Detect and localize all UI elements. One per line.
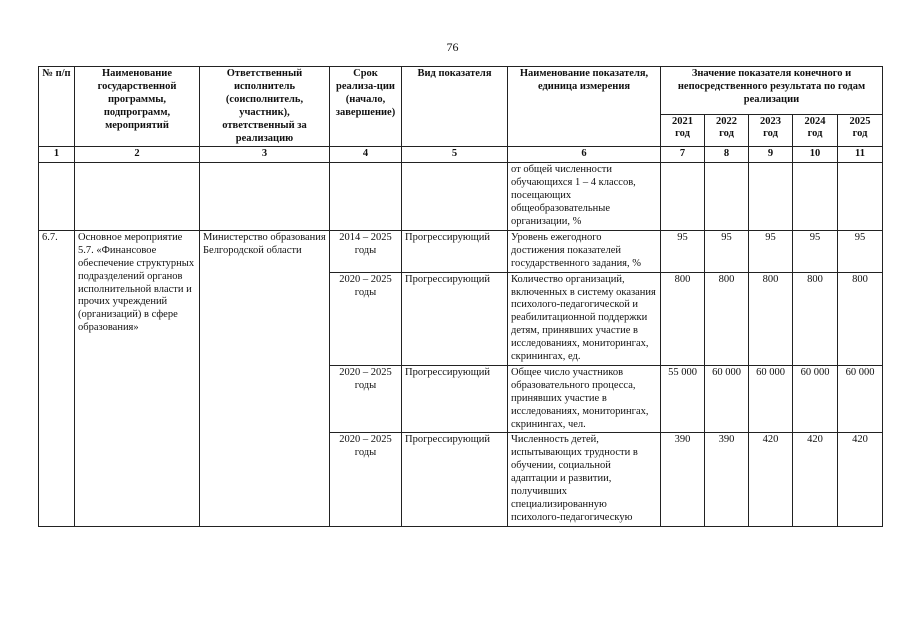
value-2022: 95 [705, 230, 749, 272]
header-period: Срок реализа-ции (начало, завершение) [330, 67, 402, 147]
column-number: 6 [508, 147, 661, 163]
column-number: 10 [793, 147, 838, 163]
event-name: Основное мероприятие 5.7. «Финансовое обеспечение структурных подразделений органов исполнительной власти и прочих учреждений (организаций) в сфере образования» [75, 230, 200, 526]
column-number: 2 [75, 147, 200, 163]
column-number: 7 [661, 147, 705, 163]
page-number: 76 [446, 40, 459, 54]
column-number: 9 [749, 147, 793, 163]
indicator-type: Прогрессирующий [402, 272, 508, 365]
indicator-type: Прогрессирующий [402, 230, 508, 272]
value-2021: 800 [661, 272, 705, 365]
indicators-table [38, 66, 883, 527]
value-2024: 95 [793, 230, 838, 272]
header-executor: Ответственный исполнитель (соисполнитель, участник), ответственный за реализацию [200, 67, 330, 147]
indicator-type: Прогрессирующий [402, 433, 508, 526]
value-2024: 420 [793, 433, 838, 526]
header-indicator-name: Наименование показателя, единица измерения [508, 67, 661, 147]
header-year: 2021 год [661, 114, 705, 147]
value-2025: 800 [838, 272, 883, 365]
header-program-name: Наименование государственной программы, подпрограмм, мероприятий [75, 67, 200, 147]
event-executor: Министерство образования Белгородской области [200, 230, 330, 526]
table-row [39, 163, 883, 231]
value-2021: 390 [661, 433, 705, 526]
period: 2014 – 2025 годы [330, 230, 402, 272]
indicator-name: Уровень ежегодного достижения показателей государственного задания, % [508, 230, 661, 272]
header-year: 2022 год [705, 114, 749, 147]
column-number: 4 [330, 147, 402, 163]
header-year: 2023 год [749, 114, 793, 147]
indicator-name: от общей численности обучающихся 1 – 4 классов, посещающих общеобразовательные организации, % [508, 163, 661, 231]
period: 2020 – 2025 годы [330, 433, 402, 526]
indicator-name: Общее число участников образовательного процесса, принявших участие в исследованиях, мониторингах, скринингах, чел. [508, 365, 661, 433]
value-2021: 55 000 [661, 365, 705, 433]
indicator-name: Количество организаций, включенных в систему оказания психолого-педагогической и реабилитационной поддержки детям, принявших участие в исследованиях, мониторингах, скринингах, ед. [508, 272, 661, 365]
table-row [39, 230, 883, 272]
value-2022: 800 [705, 272, 749, 365]
value-2024: 800 [793, 272, 838, 365]
column-number: 11 [838, 147, 883, 163]
column-number: 3 [200, 147, 330, 163]
value-2021: 95 [661, 230, 705, 272]
header-year: 2025 год [838, 114, 883, 147]
header-indicator-type: Вид показателя [402, 67, 508, 147]
header-values-group: Значение показателя конечного и непосредственного результата по годам реализации [661, 67, 883, 115]
period: 2020 – 2025 годы [330, 365, 402, 433]
value-2025: 60 000 [838, 365, 883, 433]
value-2023: 95 [749, 230, 793, 272]
event-number: 6.7. [39, 230, 75, 526]
value-2025: 95 [838, 230, 883, 272]
indicator-type: Прогрессирующий [402, 365, 508, 433]
value-2023: 420 [749, 433, 793, 526]
column-number: 8 [705, 147, 749, 163]
value-2025: 420 [838, 433, 883, 526]
value-2023: 800 [749, 272, 793, 365]
indicator-name: Численность детей, испытывающих трудности в обучении, социальной адаптации и развитии, получивших специализированную психолого-педагогическую [508, 433, 661, 526]
value-2022: 60 000 [705, 365, 749, 433]
header-year: 2024 год [793, 114, 838, 147]
value-2023: 60 000 [749, 365, 793, 433]
column-number: 1 [39, 147, 75, 163]
period: 2020 – 2025 годы [330, 272, 402, 365]
header-number: № п/п [39, 67, 75, 147]
value-2022: 390 [705, 433, 749, 526]
value-2024: 60 000 [793, 365, 838, 433]
column-number: 5 [402, 147, 508, 163]
